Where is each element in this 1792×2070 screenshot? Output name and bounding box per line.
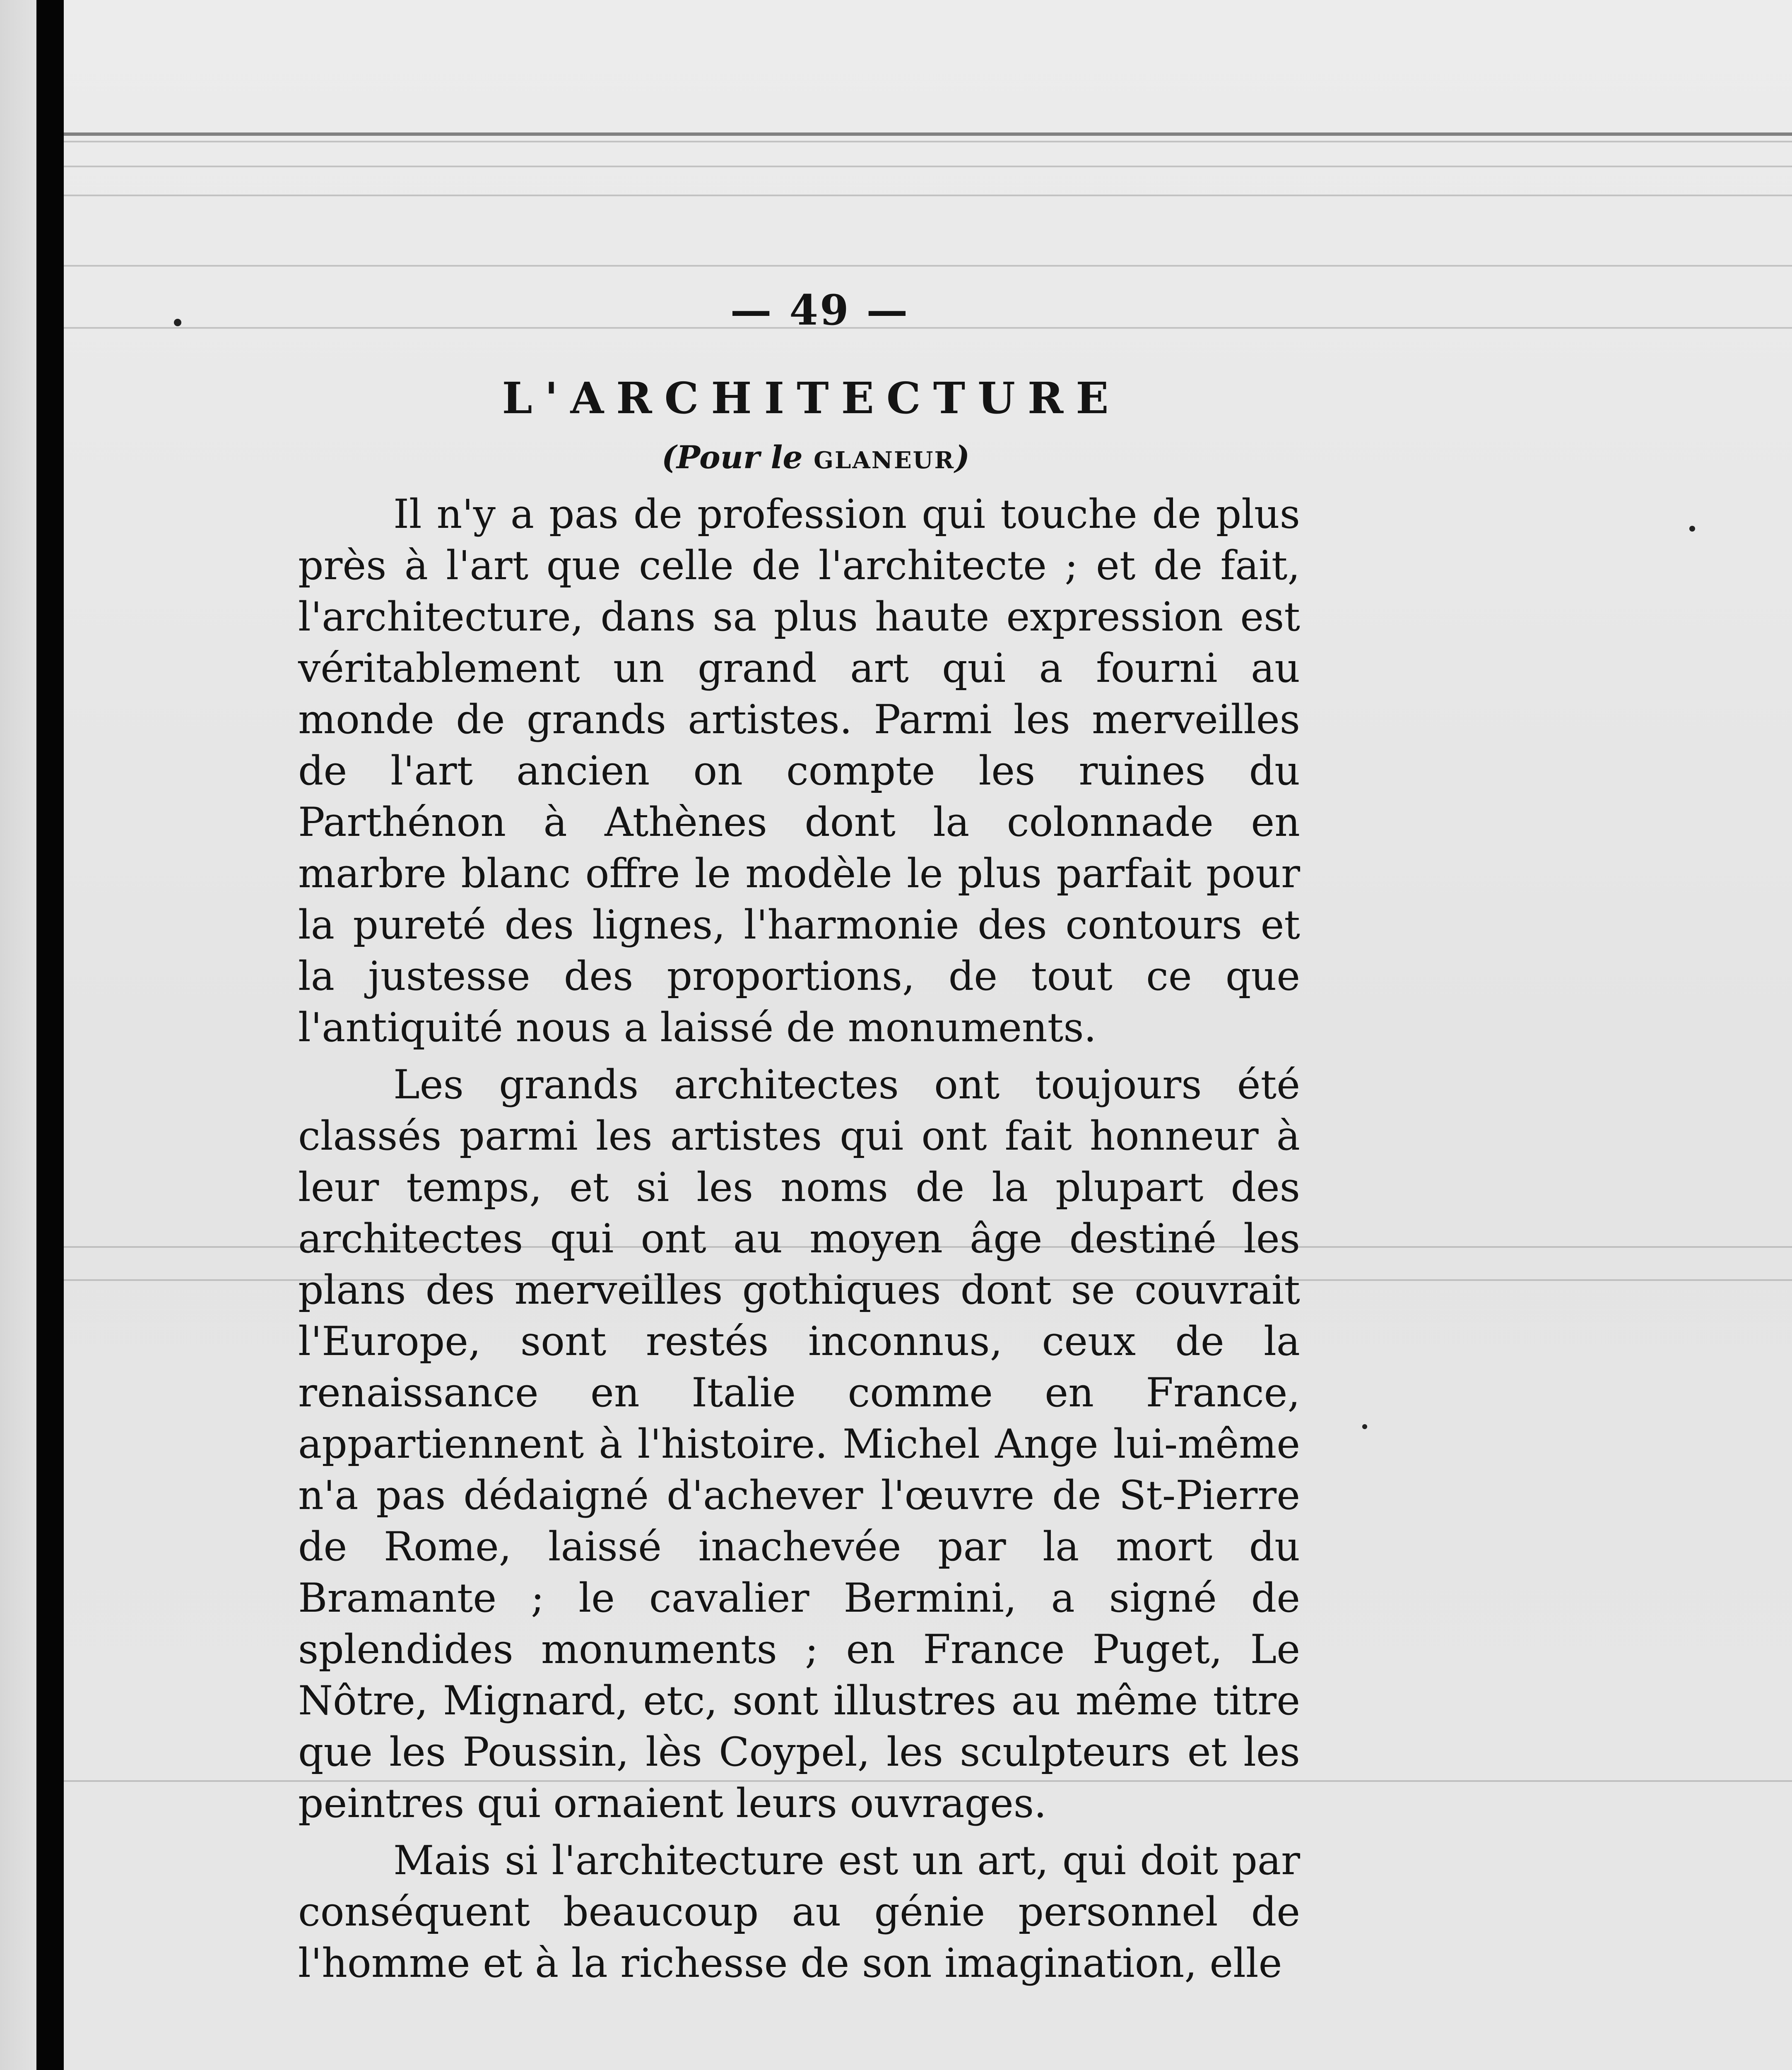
paragraph: Il n'y a pas de profession qui touche de plus près à l'art que celle de l'architecte ; et de fait, l'architecture, dans sa plus haute expression est véritablement un grand art qui a fourni au monde de grands artistes. Parmi les merveilles de l'art ancien on compte les ruines du Parthénon à Athènes dont la colonnade en marbre blanc offre le modèle le plus parfait pour la pureté des lignes, l'harmonie des contours et la justesse des proportions, de tout ce que l'antiquité nous a laissé de monuments. (298, 491, 1300, 1051)
article-title: L'ARCHITECTURE (502, 373, 1121, 424)
ruled-line (64, 166, 1792, 167)
byline-prefix: (Pour le (661, 439, 814, 476)
paragraph: Mais si l'architecture est un art, qui doit par conséquent beaucoup au génie personnel de l'homme et à la richesse de son imagination, elle (298, 1837, 1300, 1986)
page-number: — 49 — (730, 286, 910, 335)
ruled-line (64, 265, 1792, 267)
print-speck (174, 319, 181, 326)
ruled-line (64, 327, 1792, 329)
binding-edge (36, 0, 64, 2070)
article-body (298, 489, 1300, 1995)
ruled-line (64, 195, 1792, 196)
print-speck (1362, 1424, 1367, 1429)
print-speck (1689, 526, 1695, 532)
byline-suffix: ) (955, 439, 970, 476)
ruled-line (64, 141, 1792, 142)
byline-publication: GLANEUR (814, 447, 955, 474)
paragraph: Les grands architectes ont toujours été classés parmi les artistes qui ont fait honneur à leur temps, et si les noms de la plupart des architectes qui ont au moyen âge destiné les plans des merveilles gothiques dont se couvrait l'Europe, sont restés inconnus, ceux de la renaissance en Italie comme en France, appartiennent à l'histoire. Michel Ange lui-même n'a pas dédaigné d'achever l'œuvre de St-Pierre de Rome, laissé inachevée par la mort du Bramante ; le cavalier Bermini, a signé de splendides monuments ; en France Puget, Le Nôtre, Mignard, etc, sont illustres au même titre que les Poussin, lès Coypel, les sculpteurs et les peintres qui ornaient leurs ouvrages. (298, 1061, 1300, 1827)
page-margin-shadow (0, 0, 36, 2070)
header-rule (64, 132, 1792, 136)
article-byline (646, 439, 985, 476)
